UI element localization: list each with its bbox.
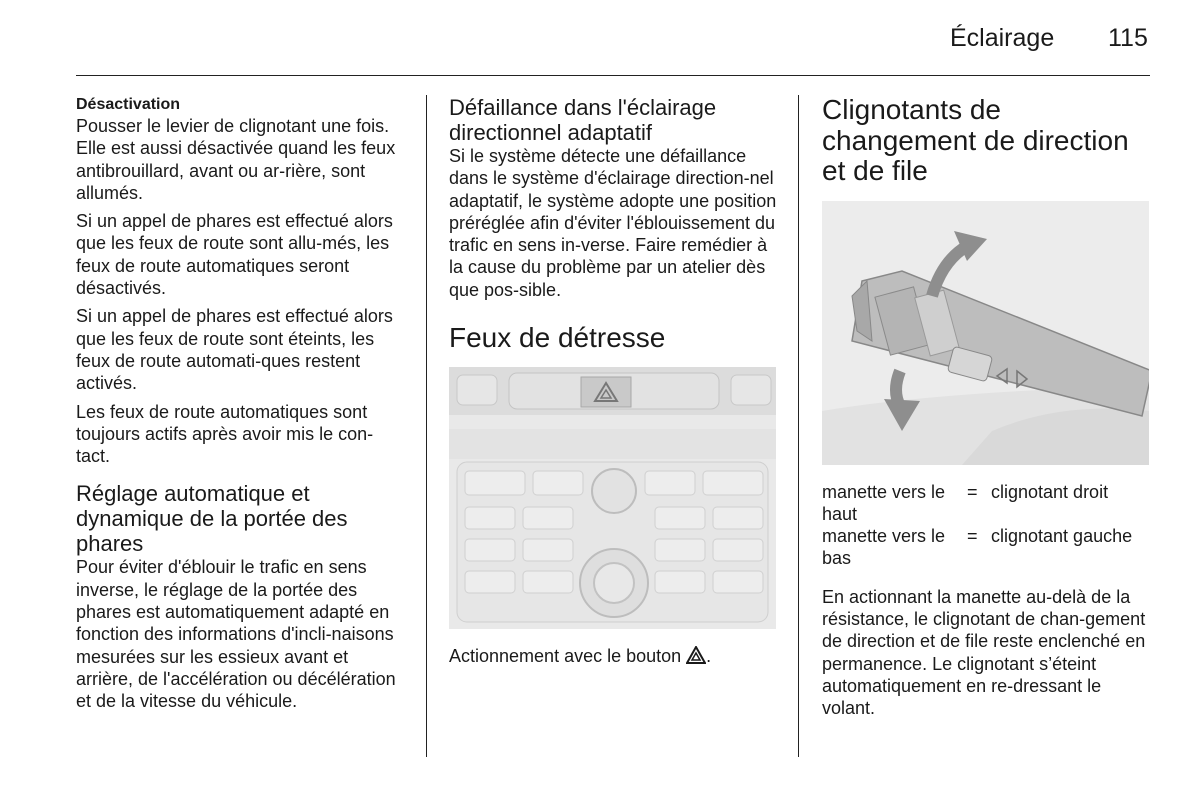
feux-detresse-heading: Feux de détresse [449, 322, 666, 354]
dashboard-illustration [449, 367, 776, 629]
hazard-caption [449, 645, 779, 667]
hazard-button-figure [449, 367, 776, 629]
definition-term: manette vers le bas [822, 526, 946, 569]
caption-text: Actionnement avec le bouton [449, 646, 682, 667]
defaillance-heading: Défaillance dans l'éclairage directionnel adaptatif [449, 95, 717, 145]
header-rule [76, 75, 1150, 76]
definition-term: manette vers le haut [822, 481, 946, 524]
turn-signal-lever-figure [822, 201, 1149, 465]
column-2 [449, 95, 779, 673]
defaillance-paragraph: Si le système détecte une défaillance dans le système d'éclairage direction-nel adaptatif, le système adopte une position préréglée afin d'éviter l'éblouissement du trafic en sens in-verse. Faire remédier à la cause du problème par un atelier dès que pos-sible. [449, 146, 777, 300]
column-1 [76, 95, 406, 719]
column-divider-2 [798, 95, 799, 757]
caption-period: . [706, 646, 712, 667]
definition-row [822, 481, 1132, 526]
definition-value: clignotant gauche [991, 526, 1133, 547]
lever-illustration [822, 201, 1149, 465]
desactivation-heading: Désactivation [76, 96, 181, 113]
desactivation-paragraph-1: Pousser le levier de clignotant une fois. Elle est aussi désactivée quand les feux antibrouillard, avant ou ar-rière, sont allumés. [76, 116, 396, 203]
definition-table [822, 481, 1132, 570]
desactivation-paragraph-4: Les feux de route automatiques sont toujours actifs après avoir mis le con-tact. [76, 401, 374, 467]
clignotants-heading: Clignotants de changement de direction et de file [822, 94, 1129, 186]
reglage-heading: Réglage automatique et dynamique de la portée des phares [76, 481, 348, 557]
hazard-triangle-icon [686, 646, 706, 664]
definition-separator: = [967, 526, 978, 547]
column-3 [822, 95, 1152, 725]
definition-separator: = [967, 481, 978, 502]
column-divider-1 [426, 95, 427, 757]
reglage-paragraph: Pour éviter d'éblouir le trafic en sens inverse, le réglage de la portée des phares est automatiquement adapté en fonction des informations d'incli-naisons mesurées sur les essieux avant et arrière, de l'accélération ou décélération et de la vitesse du véhicule. [76, 557, 396, 712]
clignotants-paragraph: En actionnant la manette au-delà de la résistance, le clignotant de chan-gement de direction et de file reste enclenché en permanence. Le clignotant s’éteint automatiquement en re-dressant le volant. [822, 586, 1146, 719]
desactivation-paragraph-2: Si un appel de phares est effectué alors que les feux de route sont allu-més, les feux de route automatiques seront désactivés. [76, 211, 393, 299]
definition-value: clignotant droit [991, 481, 1109, 502]
header-title: Éclairage [950, 24, 1055, 52]
page-number: 115 [1108, 24, 1148, 52]
definition-row [822, 525, 1132, 570]
desactivation-paragraph-3: Si un appel de phares est effectué alors que les feux de route sont éteints, les feux de route automati-ques restent activés. [76, 306, 393, 394]
